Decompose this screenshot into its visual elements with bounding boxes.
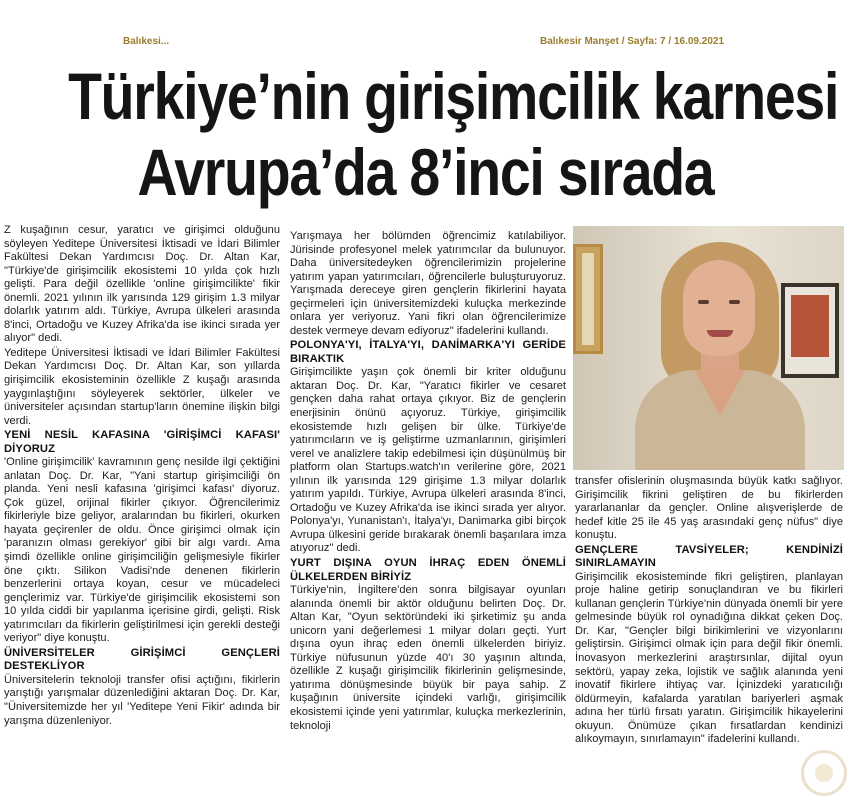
paragraph: 'Online girişimcilik' kavramının genç nesilde ilgi çektiğini anlatan Doç. Dr. Kar, "Yani startup girişimciliği ön planda. Yeni nesli kafasına 'girişimci kafası' diyoruz. Çok güzel, orijinal fikirler çıkıyor. Öğrencilerimiz fikirleriyle bize geliyor, aralarından bu fikirleri, okurken hayata geçirenler de oldu. Önce girişimci olmak için 'paranızın olması gerekiyor' gibi bir algı vardı. Ama şimdi özellikle online girişimciliğin gelişmesiyle fikirler öne çıktı. Silikon Vadisi'nde denenen fikirlerin benzerlerini ortaya koyan, cesur ve mücadeleci gençlerimiz var. Türkiye'de girişimcilik ekosistemi son 10 yılda ciddi bir yapılanma içerisine girdi, gelişti. Risk yatırımcıları da fikirlerin geliştirilmesi için gerekli desteği veriyor" diye konuştu.	[4, 456, 280, 645]
paragraph: Türkiye'nin, İngiltere'den sonra bilgisayar oyunları alanında önemli bir aktör olduğunu belirten Doç. Dr. Altan Kar, "Oyun sektöründeki iki şirketimiz şu anda unicorn yani değerlemesi 1 milyar doları geçti. Yurt dışına oyun ihraç eden önemli ülkelerden biriyiz. Türkiye nüfusunun yüzde 40'ı 30 yaşının altında, özellikle Z kuşağı girişimcilik fikirlerinin gelişmesinde, yatırıma dönüşmesinde büyük bir paya sahip. Z kuşağının üniversite içindeki varlığı, girişimcilik ekosistemi içinde yeni yatırımlar, kuluçka merkezlerinin, teknoloji	[290, 584, 566, 732]
page-header	[0, 36, 851, 56]
paragraph: Üniversitelerin teknoloji transfer ofisi açtığını, fikirlerin yarıştığı yarışmalar düzenlediğini aktaran Doç. Dr. Kar, "Üniversitemizde her yıl 'Yeditepe Yeni Fikir' adında bir yarışma düzenleniyor.	[4, 673, 280, 727]
subheading: YURT DIŞINA OYUN İHRAÇ EDEN ÖNEMLİ ÜLKELERDEN BİRİYİZ	[290, 557, 566, 583]
portrait-eye	[698, 300, 709, 304]
subheading: GENÇLERE TAVSİYELER; KENDİNİZİ SINIRLAMAYIN	[575, 543, 843, 570]
watermark-seal	[801, 750, 847, 796]
paragraph: Z kuşağının cesur, yaratıcı ve girişimci olduğunu söyleyen Yeditepe Üniversitesi İktisadi ve İdari Bilimler Fakültesi Dekan Yardımcısı Doç. Dr. Altan Kar, "Türkiye'de girişimcilik ekosistemi 10 yılda çok hızlı gelişti. Para değil özellikle 'online girişimcilikte' fikir önemli. 2021 yılının ilk yarısında 129 girişim 1.3 milyar dolarlık yatırım aldı. Türkiye, Avrupa ülkeleri arasında 8'inci, Ortadoğu ve Kuzey Afrika'da ise ikinci sırada yer alıyor" dedi.	[4, 224, 280, 345]
article-column-1	[4, 224, 280, 729]
subheading: POLONYA'YI, İTALYA'YI, DANİMARKA'YI GERİDE BIRAKTIK	[290, 339, 566, 365]
headline-line-2: Avrupa’da 8’inci sırada	[137, 135, 714, 209]
paragraph: transfer ofislerinin oluşmasında büyük katkı sağlıyor. Girişimcilik fikrini geliştiren de bu fikirlerden yararlananlar da gençler. Online alışverişlerde de hedef kitle 25 ile 45 yaş arasındaki genç nüfus" diye konuştu.	[575, 475, 843, 542]
wall-painting-right	[781, 283, 839, 378]
paragraph: Yeditepe Üniversitesi İktisadi ve İdari Bilimler Fakültesi Dekan Yardımcısı Doç. Dr. Altan Kar, son yıllarda girişimcilik ekosisteminin özellikle Z kuşağı arasında yaygınlaştığını söyleyerek sektörler, ülkeler ve üniversiteler açısından startup'ların önemine ilişkin bilgi verdi.	[4, 346, 280, 427]
subheading: YENİ NESİL KAFASINA 'GİRİŞİMCİ KAFASI' DİYORUZ	[4, 429, 280, 455]
article-column-3	[575, 475, 843, 748]
portrait-eye	[729, 300, 740, 304]
headline-line-1: Türkiye’nin girişimcilik karnesi	[68, 59, 839, 133]
wall-painting-left	[573, 244, 603, 354]
paragraph: Yarışmaya her bölümden öğrencimiz katılabiliyor. Jürisinde profesyonel melek yatırımcılar da bulunuyor. Daha üniversitedeyken öğrencilerimizin projelerine yatırım yapan yatırımcıları, öğrencilerle buluşturuyoruz. Yarışmada dereceye giren gençlerin fikirlerini hayata geçirmeleri için üniversitemizdeki kuluçka merkezinde onlara yer veriyoruz. Yani fikri olan öğrencilerimize destek vermeye devam ediyoruz" ifadelerini kullandı.	[290, 230, 566, 337]
portrait-photo	[573, 226, 844, 470]
paragraph: Girişimcilikte yaşın çok önemli bir kriter olduğunu aktaran Doç. Dr. Kar, "Yaratıcı fikirler ve cesaret gençken daha rahat ortaya çıkıyor. Biz de gençlerin enerjisinin önünü açıyoruz. Türkiye, girişimcilik ekosistemde hızlı gelişen bir ülke. Türkiye'de yatırımcıların ve iş geliştirme uzmanlarının, girişimleri verel ve analizlere takip edebilmesi için düşünülmüş bir platform olan Startups.watch'ın verilerine göre, 2021 yılının ilk yarısında 129 girişime 1.3 milyar dolarlık yatırım yapıldı. Türkiye, Avrupa ülkeleri arasında 8'inci, Ortadoğu ve Kuzey Afrika'da ise ikinci sırada yer alıyor. Polonya'yı, Yunanistan'ı, İtalya'yı, Danimarka gibi birçok Avrupa ülkesini geride bırakarak önemli başarılara imza atıyoruz" dedi.	[290, 366, 566, 555]
article-column-2	[290, 230, 566, 734]
source-info: Balıkesir Manşet / Sayfa: 7 / 16.09.2021	[540, 36, 724, 47]
portrait-mouth	[707, 330, 733, 337]
subheading: ÜNİVERSİTELER GİRİŞİMCİ GENÇLERİ DESTEKLİYOR	[4, 646, 280, 673]
portrait-face	[683, 260, 755, 356]
publication-name: Balıkesi...	[123, 36, 170, 47]
paragraph: Girişimcilik ekosisteminde fikri geliştiren, planlayan proje haline getirip sonuçlandıran ve bu fikirleri kullanan gençlerin Türkiye'nin dünyada önemli bir yere gelmesinde büyük rol oynadığına dikkat çeken Doç. Dr. Kar, "Gençler bilgi birikimlerini ve vizyonlarını geliştirsin. Girişimci olmak için para değil fikir önemli. İnovasyon merkezlerini araştırsınlar, dijital oyun sektörü, yapay zeka, lojistik ve sağlık alanında yeni inovatif fikirlere ihtiyaç var. İçinizdeki yaratıcılığı öldürmeyin, kafalarda yaratılan bariyerleri aşmak adına her türlü fırsatı yaratın. Girişimcilik hikayelerini okuyun. Önümüze çıkan fırsatlardan kendinizi alıkoymayın, sınırlamayın" ifadelerini kullandı.	[575, 570, 843, 746]
